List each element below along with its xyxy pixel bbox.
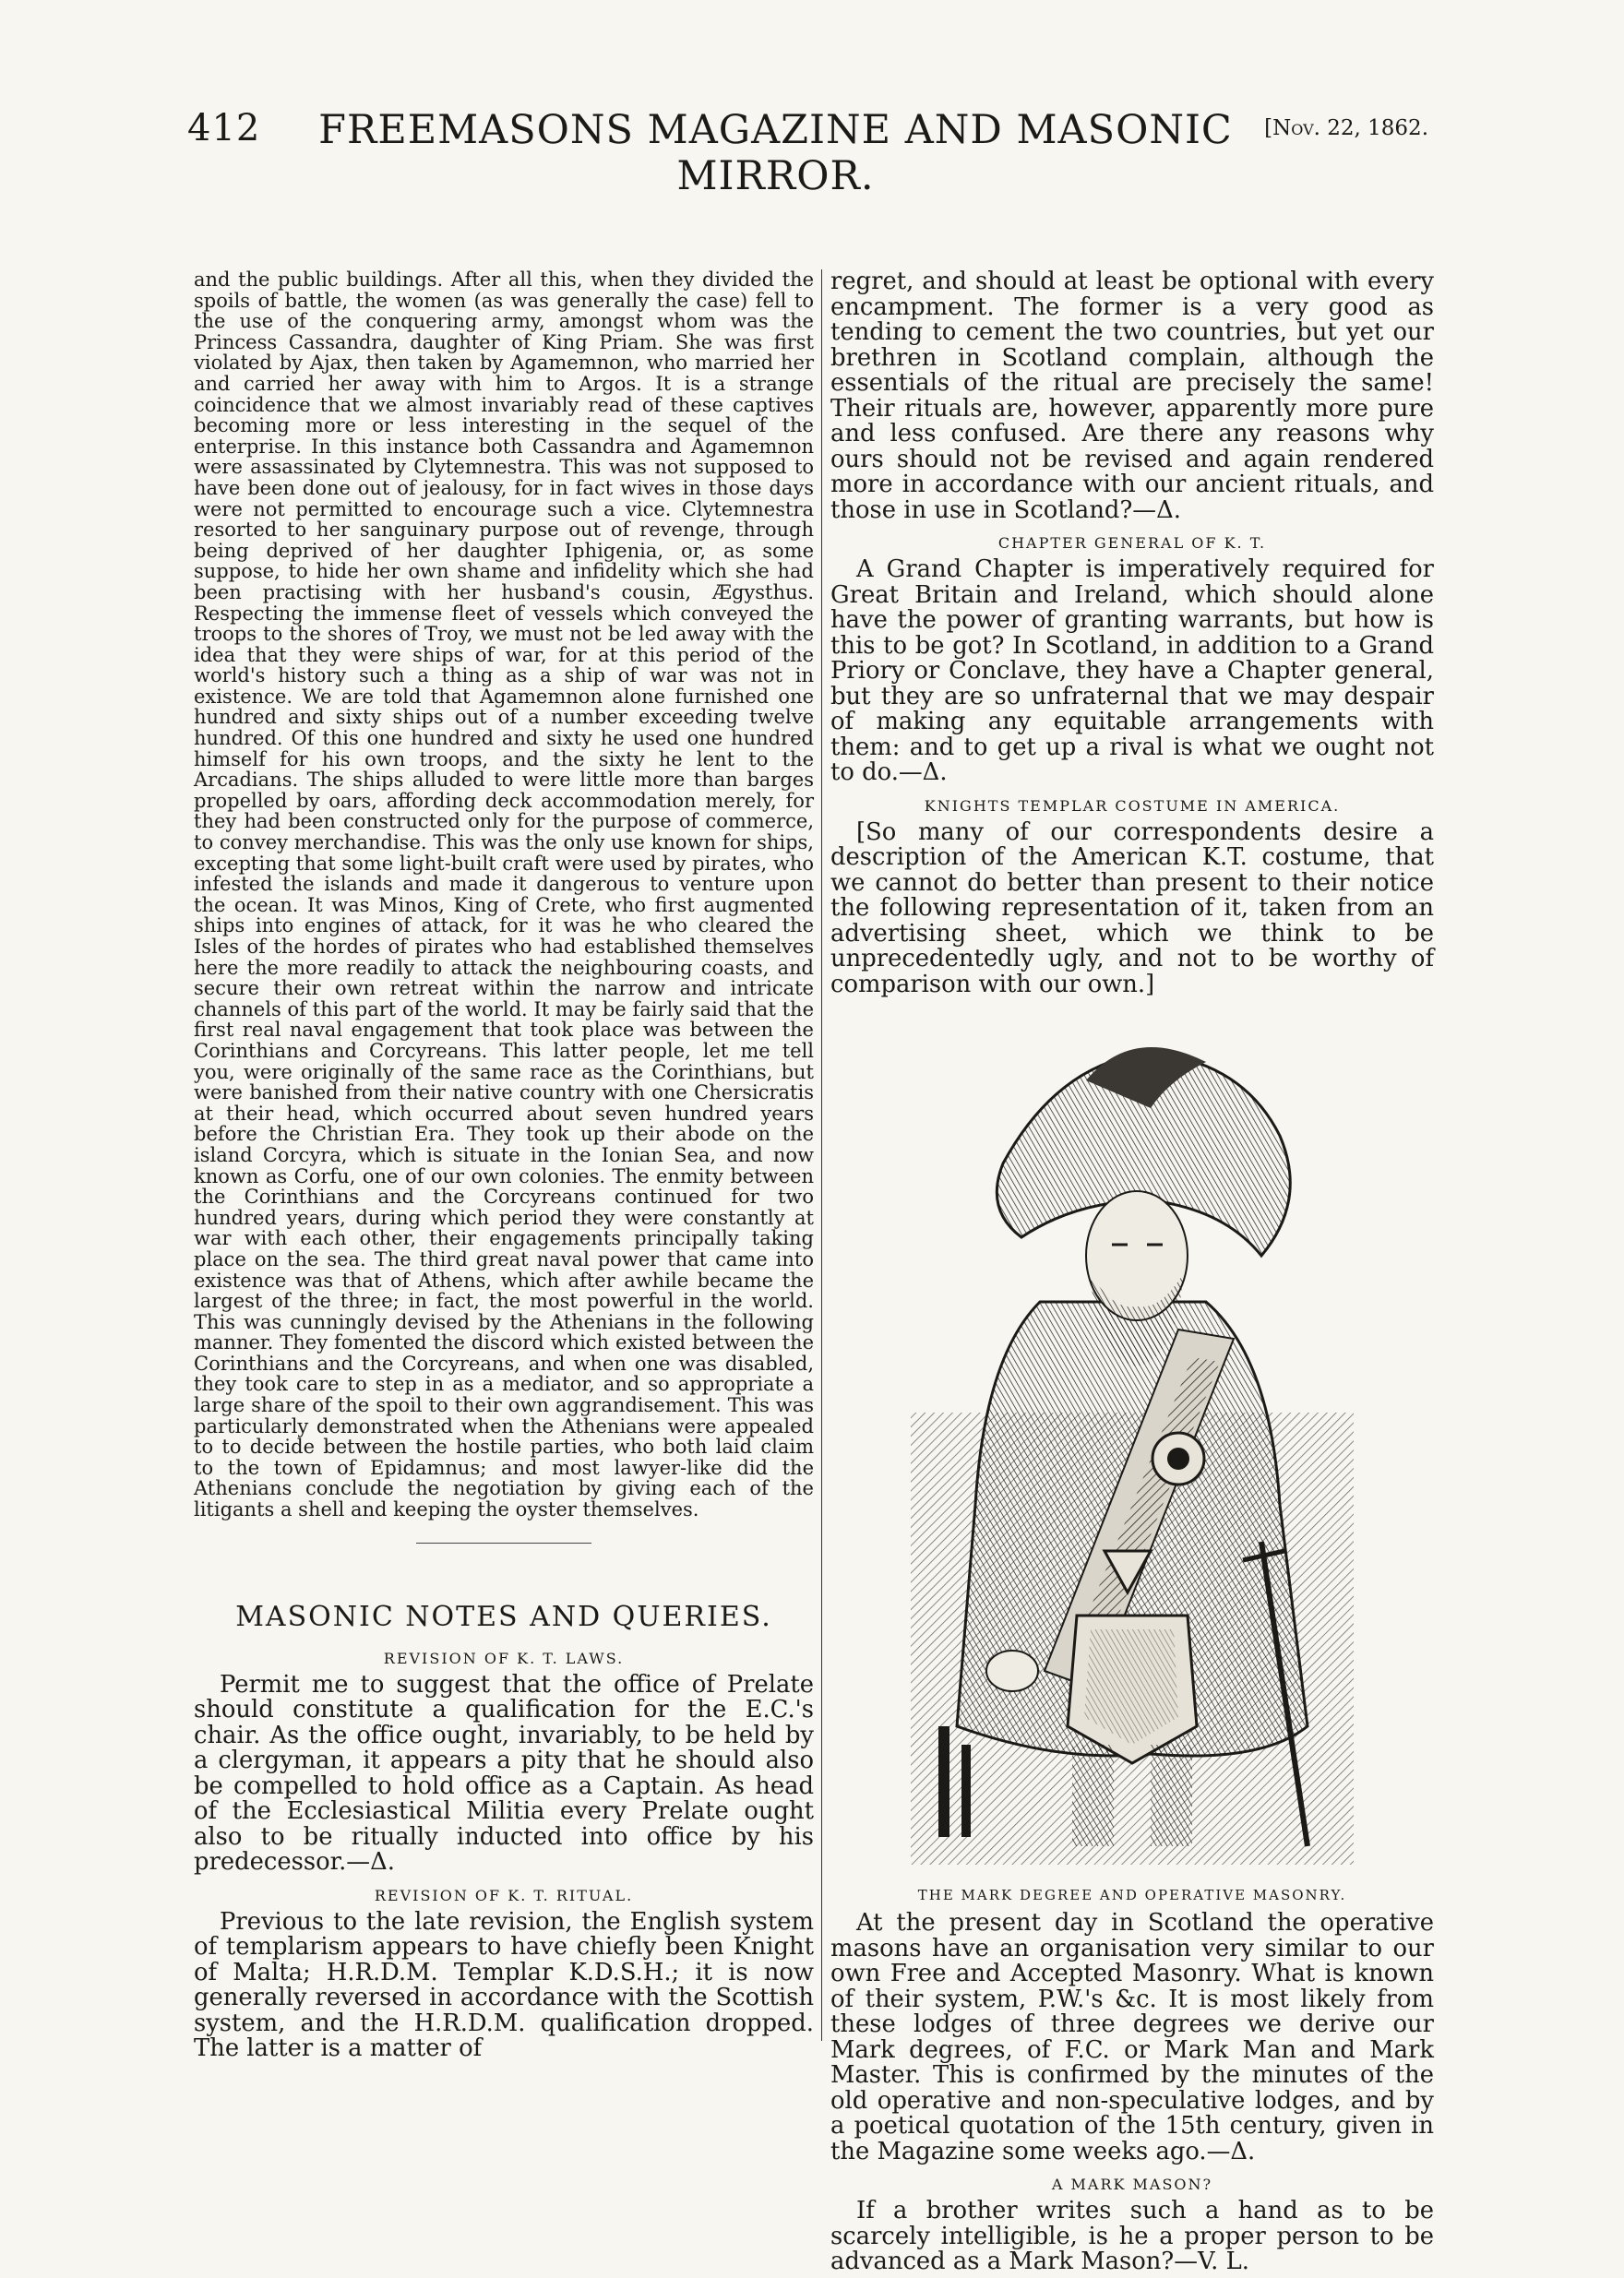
right-column [830,269,1434,2275]
page-number: 412 [187,107,261,149]
knight-templar-engraving [874,1025,1391,1874]
article-continued-text: and the public buildings. After all this, when they divided the spoils of battle, the women (as was generally the case) fell to the use of the conquering army, amongst whom was the Princess Cassandra, daughter of King Priam. She was first violated by Ajax, then taken by Agamemnon, who married her and carried her away with him to Argos. It is a strange coincidence that we almost invariably read of these captives becoming more or less interesting in the sequel of the enterprise. In this instance both Cassandra and Agamemnon were assassinated by Clytemnestra. This was not supposed to have been done out of jealousy, for in fact wives in those days were not permitted to encourage such a vice. Clytemnestra resorted to her sanguinary purpose out of revenge, through being deprived of her daughter Iphigenia, or, as some suppose, to hide her own shame and infidelity which she had been practising with her husband's cousin, Ægysthus. Respecting the immense fleet of vessels which conveyed the troops to the shores of Troy, we must not be led away with the idea that they were ships of war, for at this period of the world's history such a thing as a ship of war was not in existence. We are told that Agamemnon alone furnished one hundred and sixty ships out of a number exceeding twelve hundred. Of this one hundred and sixty he used one hundred himself for his own troops, and the sixty he lent to the Arcadians. The ships alluded to were little more than barges propelled by oars, affording deck accommodation merely, for they had been constructed only for the purpose of commerce, to convey merchandise. This was the only use known for ships, excepting that some light-built craft were used by pirates, who infested the islands and made it dangerous to venture upon the ocean. It was Minos, King of Crete, who first augmented ships into engines of attack, for it was he who cleared the Isles of the hordes of pirates who had established themselves here the more readily to attack the neighbouring coasts, and secure their own retreat within the narrow and intricate channels of this part of the world. It may be fairly said that the first real naval engagement that took place was between the Corinthians and Corcyreans. This latter people, let me tell you, were originally of the same race as the Corinthians, but were banished from their native country with one Chersicratis at their head, which occurred about seven hundred years before the Christian Era. They took up their abode on the island Corcyra, which is situate in the Ionian Sea, and now known as Corfu, one of our own colonies. The enmity between the Corinthians and the Corcyreans continued for two hundred years, during which period they were constantly at war with each other, their engagements principally taking place on the sea. The third great naval power that came into existence was that of Athens, which after awhile became the largest of the three; in fact, the most powerful in the world. This was cunningly devised by the Athenians in the following manner. They fomented the discord which existed between the Corinthians and the Corcyreans, and when one was disabled, they took care to step in as a mediator, and so appropriate a large share of the spoil to their own aggrandisement. This was particularly demonstrated when the Athenians were appealed to to decide between the hostile parties, who both laid claim to the town of Epidamnus; and most lawyer-like did the Athenians conclude the negotiation by giving each of the litigants a shell and keeping the oyster themselves. [194,268,814,1521]
subheading-kt-costume: KNIGHTS TEMPLAR COSTUME IN AMERICA. [924,796,1341,815]
chapter-general-text: A Grand Chapter is imperatively required for Great Britain and Ireland, which should alone have the power of granting warrants, but how is this to be got? In Scotland, in addition to a Grand Priory or Conclave, they have a Chapter general, but they are so unfraternal that we may despair of making any equitable arrangements with them: and to get up a rival is what we ought not to do.—Δ. [830,555,1434,786]
figure-caption: THE MARK DEGREE AND OPERATIVE MASONRY. [917,1887,1347,1903]
section-divider [416,1543,591,1544]
kt-laws-text: Permit me to suggest that the office of Prelate should constitute a qualification for the E.C.'s chair. As the office ought, invariably, to be held by a clergyman, it appears a pity that he should also be compelled to hold office as a Captain. As head of the Ecclesiastical Militia every Prelate ought also to be ritually inducted into office by his predecessor.—Δ. [194,1670,814,1877]
mark-mason-text: If a brother writes such a hand as to be scarcely intelligible, is he a proper person to be advanced as a Mark Mason?—V. L. [830,2197,1434,2275]
subheading-chapter-general: CHAPTER GENERAL OF K. T. [997,534,1267,552]
kt-costume-text: [So many of our correspondents desire a description of the American K.T. costume, that we cannot do better than present to their notice the following representation of it, taken from an advertising sheet, which we think to be unprecedentedly ugly, and not to be worthy of comparison with our own.] [830,817,1434,998]
mark-degree-text: At the present day in Scotland the operative masons have an organisation very similar to our own Free and Accepted Masonry. What is known of their system, P.W.'s &c. It is most likely from these lodges of three degrees we derive our Mark degrees, of F.C. or Mark Man and Mark Master. This is confirmed by the minutes of the old operative and non-speculative lodges, and by a poetical quotation of the 15th century, given in the Magazine some weeks ago.—Δ. [830,1909,1434,2165]
masthead-title: FREEMASONS MAGAZINE AND MASONIC MIRROR. [318,107,1233,199]
subheading-mark-mason: A MARK MASON? [1051,2176,1213,2193]
section-title: MASONIC NOTES AND QUERIES. [235,1600,772,1633]
subheading-kt-laws: REVISION OF K. T. LAWS. [383,1649,625,1667]
page-header [187,107,1428,199]
column-divider [821,269,822,2041]
kt-ritual-text: Previous to the late revision, the English system of templarism appears to have chiefly been Knight of Malta; H.R.D.M. Templar K.D.S.H.; it is now generally reversed in accordance with the Scottish system, and the H.R.D.M. qualification dropped. The latter is a matter of [194,1907,814,2063]
ritual-continued-text: regret, and should at least be optional with every encampment. The former is a very good as tending to cement the two countries, but yet our brethren in Scotland complain, although the essentials of the ritual are precisely the same! Their rituals are, however, apparently more pure and less confused. Are there any reasons why ours should not be revised and again rendered more in accordance with our ancient rituals, and those in use in Scotland?—Δ. [830,268,1434,524]
left-column [194,269,814,2062]
issue-date: [Nov. 22, 1862. [1264,116,1428,140]
subheading-kt-ritual: REVISION OF K. T. RITUAL. [374,1886,634,1904]
